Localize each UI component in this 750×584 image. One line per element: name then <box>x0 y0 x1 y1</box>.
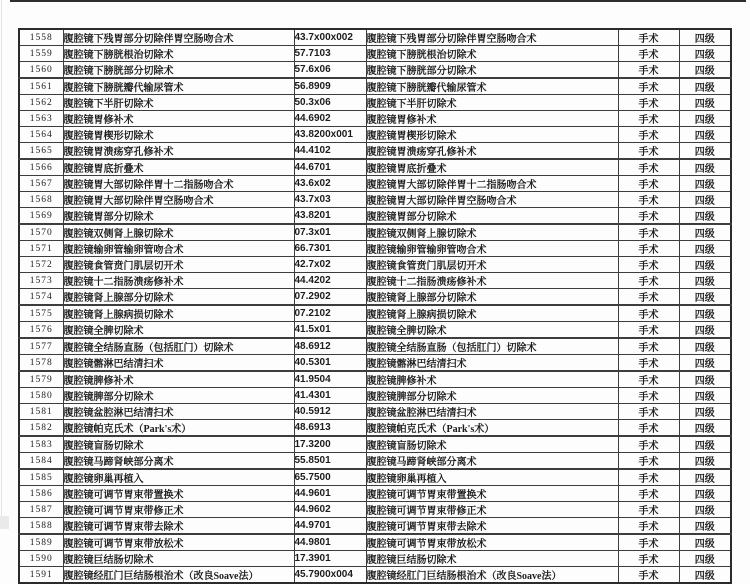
procedure-name-repeat-cell: 腹腔镜全结肠直肠（包括肛门）切除术 <box>366 338 618 355</box>
category-cell: 手术 <box>618 469 679 486</box>
level-cell: 四级 <box>679 257 731 273</box>
category-cell: 手术 <box>618 420 679 437</box>
procedure-name-repeat-cell: 腹腔镜十二指肠溃疡修补术 <box>366 273 618 289</box>
level-cell: 四级 <box>679 305 731 322</box>
procedure-table-body <box>19 29 731 583</box>
category-cell: 手术 <box>618 322 679 339</box>
category-cell: 手术 <box>618 518 679 535</box>
procedure-name-cell: 腹腔镜下残胃部分切除伴胃空肠吻合术 <box>63 29 294 46</box>
seq-cell: 1574 <box>19 289 63 306</box>
level-cell: 四级 <box>679 518 731 535</box>
procedure-name-cell: 腹腔镜可调节胃束带放松术 <box>63 534 294 551</box>
seq-cell: 1587 <box>19 502 63 518</box>
page-top-rule <box>10 0 746 2</box>
seq-cell: 1579 <box>19 371 63 388</box>
category-cell: 手术 <box>618 436 679 453</box>
category-cell: 手术 <box>618 29 679 46</box>
seq-cell: 1588 <box>19 518 63 535</box>
procedure-name-repeat-cell: 腹腔镜下半肝切除术 <box>366 95 618 111</box>
procedure-name-cell: 腹腔镜胃修补术 <box>63 111 294 127</box>
level-cell: 四级 <box>679 453 731 470</box>
table-row <box>19 273 731 289</box>
code-cell: 50.3x06 <box>294 95 366 111</box>
code-cell: 07.2102 <box>294 305 366 322</box>
code-cell: 45.7900x004 <box>294 567 366 584</box>
code-cell: 41.9504 <box>294 371 366 388</box>
seq-cell: 1564 <box>19 127 63 143</box>
code-cell: 07.2902 <box>294 289 366 306</box>
category-cell: 手术 <box>618 534 679 551</box>
code-cell: 44.9602 <box>294 502 366 518</box>
seq-cell: 1568 <box>19 192 63 208</box>
level-cell: 四级 <box>679 388 731 404</box>
table-row <box>19 305 731 322</box>
level-cell: 四级 <box>679 224 731 241</box>
procedure-name-repeat-cell: 腹腔镜帕克氏术（Park's术） <box>366 420 618 437</box>
procedure-name-repeat-cell: 腹腔镜巨结肠切除术 <box>366 551 618 567</box>
seq-cell: 1572 <box>19 257 63 273</box>
category-cell: 手术 <box>618 355 679 372</box>
level-cell: 四级 <box>679 469 731 486</box>
seq-cell: 1563 <box>19 111 63 127</box>
procedure-name-repeat-cell: 腹腔镜马蹄肾峡部分离术 <box>366 453 618 470</box>
level-cell: 四级 <box>679 486 731 502</box>
procedure-name-cell: 腹腔镜十二指肠溃疡修补术 <box>63 273 294 289</box>
seq-cell: 1577 <box>19 338 63 355</box>
code-cell: 41.5x01 <box>294 322 366 339</box>
level-cell: 四级 <box>679 371 731 388</box>
code-cell: 44.6701 <box>294 159 366 176</box>
procedure-name-cell: 腹腔镜经肛门巨结肠根治术（改良Soave法） <box>63 567 294 584</box>
category-cell: 手术 <box>618 486 679 502</box>
table-row <box>19 176 731 192</box>
procedure-name-repeat-cell: 腹腔镜胃部分切除术 <box>366 208 618 225</box>
category-cell: 手术 <box>618 46 679 62</box>
procedure-name-repeat-cell: 腹腔镜全脾切除术 <box>366 322 618 339</box>
code-cell: 48.6913 <box>294 420 366 437</box>
procedure-name-cell: 腹腔镜脾修补术 <box>63 371 294 388</box>
table-row <box>19 567 731 584</box>
category-cell: 手术 <box>618 388 679 404</box>
table-row <box>19 388 731 404</box>
table-row <box>19 289 731 306</box>
level-cell: 四级 <box>679 567 731 584</box>
category-cell: 手术 <box>618 257 679 273</box>
table-row <box>19 46 731 62</box>
code-cell: 43.8200x001 <box>294 127 366 143</box>
code-cell: 44.9801 <box>294 534 366 551</box>
table-row <box>19 78 731 95</box>
category-cell: 手术 <box>618 289 679 306</box>
procedure-name-repeat-cell: 腹腔镜盲肠切除术 <box>366 436 618 453</box>
table-row <box>19 111 731 127</box>
level-cell: 四级 <box>679 355 731 372</box>
procedure-name-cell: 腹腔镜下膀胱部分切除术 <box>63 62 294 79</box>
table-row <box>19 208 731 225</box>
procedure-name-cell: 腹腔镜胃溃疡穿孔修补术 <box>63 143 294 160</box>
seq-cell: 1585 <box>19 469 63 486</box>
procedure-name-repeat-cell: 腹腔镜可调节胃束带修正术 <box>366 502 618 518</box>
level-cell: 四级 <box>679 273 731 289</box>
level-cell: 四级 <box>679 95 731 111</box>
seq-cell: 1571 <box>19 241 63 257</box>
procedure-name-cell: 腹腔镜全脾切除术 <box>63 322 294 339</box>
code-cell: 43.6x02 <box>294 176 366 192</box>
level-cell: 四级 <box>679 127 731 143</box>
procedure-name-repeat-cell: 腹腔镜脾修补术 <box>366 371 618 388</box>
level-cell: 四级 <box>679 322 731 339</box>
seq-cell: 1561 <box>19 78 63 95</box>
seq-cell: 1590 <box>19 551 63 567</box>
level-cell: 四级 <box>679 436 731 453</box>
seq-cell: 1570 <box>19 224 63 241</box>
seq-cell: 1578 <box>19 355 63 372</box>
procedure-name-repeat-cell: 腹腔镜双侧肾上腺切除术 <box>366 224 618 241</box>
seq-cell: 1560 <box>19 62 63 79</box>
procedure-name-cell: 腹腔镜下膀胱根治切除术 <box>63 46 294 62</box>
seq-cell: 1584 <box>19 453 63 470</box>
procedure-name-repeat-cell: 腹腔镜胃修补术 <box>366 111 618 127</box>
procedure-name-cell: 腹腔镜食管贲门肌层切开术 <box>63 257 294 273</box>
category-cell: 手术 <box>618 62 679 79</box>
procedure-name-repeat-cell: 腹腔镜卵巢再植入 <box>366 469 618 486</box>
level-cell: 四级 <box>679 551 731 567</box>
seq-cell: 1591 <box>19 567 63 584</box>
table-row <box>19 453 731 470</box>
code-cell: 44.4202 <box>294 273 366 289</box>
scan-artifact <box>0 516 9 529</box>
procedure-name-cell: 腹腔镜双侧肾上腺切除术 <box>63 224 294 241</box>
procedure-name-cell: 腹腔镜可调节胃束带修正术 <box>63 502 294 518</box>
table-row <box>19 355 731 372</box>
category-cell: 手术 <box>618 176 679 192</box>
procedure-name-cell: 腹腔镜全结肠直肠（包括肛门）切除术 <box>63 338 294 355</box>
procedure-name-cell: 腹腔镜马蹄肾峡部分离术 <box>63 453 294 470</box>
table-row <box>19 420 731 437</box>
seq-cell: 1583 <box>19 436 63 453</box>
table-row <box>19 127 731 143</box>
category-cell: 手术 <box>618 95 679 111</box>
seq-cell: 1580 <box>19 388 63 404</box>
table-row <box>19 322 731 339</box>
procedure-name-cell: 腹腔镜盲肠切除术 <box>63 436 294 453</box>
code-cell: 17.3901 <box>294 551 366 567</box>
table-row <box>19 371 731 388</box>
table-row <box>19 192 731 208</box>
procedure-name-repeat-cell: 腹腔镜胃大部切除伴胃十二指肠吻合术 <box>366 176 618 192</box>
code-cell: 48.6912 <box>294 338 366 355</box>
level-cell: 四级 <box>679 338 731 355</box>
code-cell: 41.4301 <box>294 388 366 404</box>
procedure-name-cell: 腹腔镜巨结肠切除术 <box>63 551 294 567</box>
category-cell: 手术 <box>618 192 679 208</box>
procedure-name-cell: 腹腔镜可调节胃束带去除术 <box>63 518 294 535</box>
seq-cell: 1573 <box>19 273 63 289</box>
procedure-name-cell: 腹腔镜肾上腺部分切除术 <box>63 289 294 306</box>
level-cell: 四级 <box>679 159 731 176</box>
level-cell: 四级 <box>679 502 731 518</box>
category-cell: 手术 <box>618 111 679 127</box>
code-cell: 66.7301 <box>294 241 366 257</box>
procedure-name-repeat-cell: 腹腔镜输卵管输卵管吻合术 <box>366 241 618 257</box>
code-cell: 40.5912 <box>294 404 366 420</box>
code-cell: 44.4102 <box>294 143 366 160</box>
category-cell: 手术 <box>618 241 679 257</box>
procedure-name-repeat-cell: 腹腔镜肾上腺部分切除术 <box>366 289 618 306</box>
procedure-name-repeat-cell: 腹腔镜胃溃疡穿孔修补术 <box>366 143 618 160</box>
category-cell: 手术 <box>618 567 679 584</box>
level-cell: 四级 <box>679 404 731 420</box>
code-cell: 44.6902 <box>294 111 366 127</box>
table-row <box>19 95 731 111</box>
table-row <box>19 143 731 160</box>
seq-cell: 1558 <box>19 29 63 46</box>
code-cell: 57.6x06 <box>294 62 366 79</box>
page-left-edge <box>1 0 2 529</box>
table-row <box>19 502 731 518</box>
level-cell: 四级 <box>679 420 731 437</box>
category-cell: 手术 <box>618 127 679 143</box>
level-cell: 四级 <box>679 208 731 225</box>
level-cell: 四级 <box>679 192 731 208</box>
procedure-name-repeat-cell: 腹腔镜胃大部切除伴胃空肠吻合术 <box>366 192 618 208</box>
category-cell: 手术 <box>618 338 679 355</box>
code-cell: 43.7x00x002 <box>294 29 366 46</box>
seq-cell: 1559 <box>19 46 63 62</box>
procedure-name-cell: 腹腔镜帕克氏术（Park's术） <box>63 420 294 437</box>
procedure-name-cell: 腹腔镜胃楔形切除术 <box>63 127 294 143</box>
category-cell: 手术 <box>618 273 679 289</box>
table-row <box>19 62 731 79</box>
category-cell: 手术 <box>618 224 679 241</box>
procedure-name-cell: 腹腔镜脾部分切除术 <box>63 388 294 404</box>
category-cell: 手术 <box>618 78 679 95</box>
category-cell: 手术 <box>618 502 679 518</box>
table-row <box>19 257 731 273</box>
seq-cell: 1582 <box>19 420 63 437</box>
level-cell: 四级 <box>679 176 731 192</box>
table-row <box>19 404 731 420</box>
table-row <box>19 534 731 551</box>
table-row <box>19 241 731 257</box>
seq-cell: 1589 <box>19 534 63 551</box>
procedure-name-cell: 腹腔镜卵巢再植入 <box>63 469 294 486</box>
level-cell: 四级 <box>679 143 731 160</box>
table-row <box>19 436 731 453</box>
seq-cell: 1575 <box>19 305 63 322</box>
procedure-name-repeat-cell: 腹腔镜胃楔形切除术 <box>366 127 618 143</box>
procedure-name-cell: 腹腔镜下膀胱瓣代输尿管术 <box>63 78 294 95</box>
procedure-name-cell: 腹腔镜胃大部切除伴胃十二指肠吻合术 <box>63 176 294 192</box>
procedure-name-cell: 腹腔镜盆腔淋巴结清扫术 <box>63 404 294 420</box>
code-cell: 55.8501 <box>294 453 366 470</box>
level-cell: 四级 <box>679 534 731 551</box>
code-cell: 07.3x01 <box>294 224 366 241</box>
code-cell: 57.7103 <box>294 46 366 62</box>
procedure-name-repeat-cell: 腹腔镜髂淋巴结清扫术 <box>366 355 618 372</box>
code-cell: 65.7500 <box>294 469 366 486</box>
code-cell: 43.7x03 <box>294 192 366 208</box>
procedure-name-repeat-cell: 腹腔镜可调节胃束带放松术 <box>366 534 618 551</box>
category-cell: 手术 <box>618 208 679 225</box>
seq-cell: 1569 <box>19 208 63 225</box>
table-row <box>19 486 731 502</box>
procedure-name-repeat-cell: 腹腔镜可调节胃束带置换术 <box>366 486 618 502</box>
code-cell: 42.7x02 <box>294 257 366 273</box>
seq-cell: 1576 <box>19 322 63 339</box>
code-cell: 56.8909 <box>294 78 366 95</box>
code-cell: 40.5301 <box>294 355 366 372</box>
level-cell: 四级 <box>679 62 731 79</box>
table-row <box>19 224 731 241</box>
category-cell: 手术 <box>618 159 679 176</box>
category-cell: 手术 <box>618 371 679 388</box>
seq-cell: 1566 <box>19 159 63 176</box>
procedure-name-repeat-cell: 腹腔镜盆腔淋巴结清扫术 <box>366 404 618 420</box>
procedure-name-cell: 腹腔镜可调节胃束带置换术 <box>63 486 294 502</box>
seq-cell: 1586 <box>19 486 63 502</box>
procedure-name-cell: 腹腔镜髂淋巴结清扫术 <box>63 355 294 372</box>
category-cell: 手术 <box>618 305 679 322</box>
table-row <box>19 469 731 486</box>
category-cell: 手术 <box>618 551 679 567</box>
procedure-name-repeat-cell: 腹腔镜肾上腺病损切除术 <box>366 305 618 322</box>
procedure-name-cell: 腹腔镜输卵管输卵管吻合术 <box>63 241 294 257</box>
procedure-name-repeat-cell: 腹腔镜食管贲门肌层切开术 <box>366 257 618 273</box>
procedure-name-repeat-cell: 腹腔镜下膀胱根治切除术 <box>366 46 618 62</box>
seq-cell: 1567 <box>19 176 63 192</box>
procedure-name-cell: 腹腔镜胃部分切除术 <box>63 208 294 225</box>
code-cell: 17.3200 <box>294 436 366 453</box>
procedure-name-repeat-cell: 腹腔镜胃底折叠术 <box>366 159 618 176</box>
procedure-name-repeat-cell: 腹腔镜下膀胱瓣代输尿管术 <box>366 78 618 95</box>
seq-cell: 1562 <box>19 95 63 111</box>
procedure-name-repeat-cell: 腹腔镜脾部分切除术 <box>366 388 618 404</box>
level-cell: 四级 <box>679 111 731 127</box>
seq-cell: 1581 <box>19 404 63 420</box>
procedure-name-cell: 腹腔镜下半肝切除术 <box>63 95 294 111</box>
procedure-name-cell: 腹腔镜胃大部切除伴胃空肠吻合术 <box>63 192 294 208</box>
level-cell: 四级 <box>679 289 731 306</box>
code-cell: 43.8201 <box>294 208 366 225</box>
procedure-name-repeat-cell: 腹腔镜可调节胃束带去除术 <box>366 518 618 535</box>
category-cell: 手术 <box>618 143 679 160</box>
code-cell: 44.9701 <box>294 518 366 535</box>
procedure-name-repeat-cell: 腹腔镜下残胃部分切除伴胃空肠吻合术 <box>366 29 618 46</box>
level-cell: 四级 <box>679 241 731 257</box>
table-row <box>19 29 731 46</box>
table-row <box>19 338 731 355</box>
code-cell: 44.9601 <box>294 486 366 502</box>
level-cell: 四级 <box>679 29 731 46</box>
seq-cell: 1565 <box>19 143 63 160</box>
table-row <box>19 518 731 535</box>
procedure-name-cell: 腹腔镜肾上腺病损切除术 <box>63 305 294 322</box>
procedure-name-repeat-cell: 腹腔镜下膀胱部分切除术 <box>366 62 618 79</box>
procedure-name-cell: 腹腔镜胃底折叠术 <box>63 159 294 176</box>
table-row <box>19 551 731 567</box>
level-cell: 四级 <box>679 46 731 62</box>
procedure-table <box>18 28 732 584</box>
table-row <box>19 159 731 176</box>
procedure-name-repeat-cell: 腹腔镜经肛门巨结肠根治术（改良Soave法） <box>366 567 618 584</box>
level-cell: 四级 <box>679 78 731 95</box>
category-cell: 手术 <box>618 404 679 420</box>
category-cell: 手术 <box>618 453 679 470</box>
